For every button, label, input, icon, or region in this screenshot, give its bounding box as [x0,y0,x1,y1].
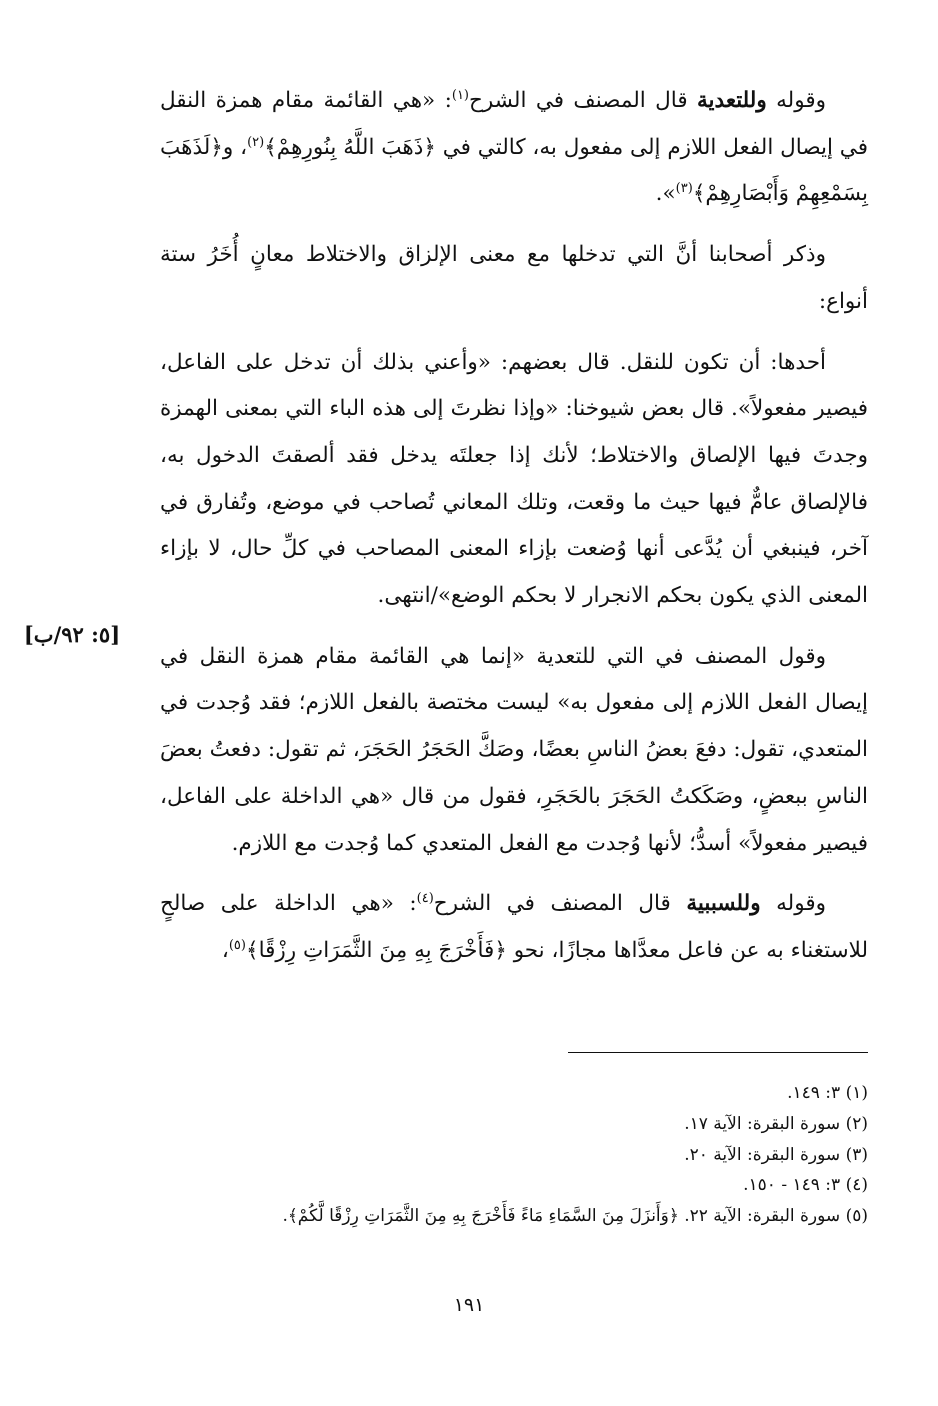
page-number: ١٩١ [453,1294,485,1316]
bold-term: وللتعدية [697,88,767,113]
footnote-5: (٥) سورة البقرة: الآية ٢٢. ﴿وَأَنزَلَ مِنَ السَّمَاءِ مَاءً فَأَخْرَجَ بِهِ مِنَ الثَّمَرَاتِ رِزْقًا لَّكُمْ﴾. [282,1206,868,1227]
footnote-separator [568,1052,868,1053]
paragraph-sababiyya [160,881,868,974]
text-run: قال المصنف في الشرح [469,88,698,113]
paragraph-anwa [160,232,868,325]
footnote-marker: (٤) [416,891,434,907]
footnote-2: (٢) سورة البقرة: الآية ١٧. [684,1113,868,1134]
text-run: ، و﴿لَذَهَبَ بِسَمْعِهِمْ وَأَبْصَارِهِمْ﴾ [160,134,868,207]
footnote-1: (١) ٣: ١٤٩. [787,1083,868,1103]
paragraph-ahaduha [160,340,868,620]
paragraph-qawl-almusannif [160,634,868,868]
text-run: ، [221,937,229,963]
text-run: ». [655,181,676,207]
paragraph-ta3diya [160,78,868,218]
main-text [160,78,868,989]
text-run: وقوله [760,891,826,917]
footnote-4: (٤) ٣: ١٤٩ - ١٥٠. [743,1175,868,1196]
margin-folio-reference: [٥: ٩٢/ب] [23,622,121,647]
footnotes [160,1078,868,1232]
text-run: وذكر أصحابنا أنَّ التي تدخلها مع معنى الإلزاق والاختلاط معانٍ أُخَرُ ستة أنواع: [160,242,868,314]
text-run: أحدها: أن تكون للنقل. قال بعضهم: «وأعني بذلك أن تدخل على الفاعل، فيصير مفعولاً». قال بعض شيوخنا: «وإذا نظرتَ إلى هذه الباء التي بمعنى الهمزة وجدتَ فيها الإلصاق والاختلاط؛ لأنك إذا جعلتَه يدخل فقد ألصقتَ الدخول به، فالإلصاق عامٌّ فيها حيث ما وقعت، وتلك المعاني تُصاحب في موضع، وتُفارق في آخر، فينبغي أن يُدَّعى أنها وُضعت بإزاء المعنى المصاحب في كلِّ حال، لا بإزاء المعنى الذي يكون بحكم الانجرار لا بحكم الوضع»/انتهى. [160,349,868,609]
bold-term: وللسببية [686,891,761,917]
footnote-3: (٣) سورة البقرة: الآية ٢٠. [684,1144,868,1165]
text-run: وقوله [766,88,826,113]
text-run: وقول المصنف في التي للتعدية «إنما هي القائمة مقام همزة النقل في إيصال الفعل اللازم إلى مفعول به» ليست مختصة بالفعل اللازم؛ فقد وُجدت في المتعدي، تقول: دفعَ بعضُ الناسِ بعضًا، وصَكَّ الحَجَرُ الحَجَرَ، ثم تقول: دفعتُ بعضَ الناسِ ببعضٍ، وصَكَكتُ الحَجَرَ بالحَجَرِ، فقول من قال «هي الداخلة على الفاعل، فيصير مفعولاً» أسدُّ؛ لأنها وُجدت مع الفعل المتعدي كما وُجدت مع اللازم. [160,643,868,856]
footnote-marker: (١) [451,87,469,103]
text-run: : «هي القائمة مقام همزة النقل في إيصال الفعل اللازم إلى مفعول به، كالتي في ﴿ذَهَبَ اللَّهُ بِنُورِهِمْ﴾ [160,88,868,160]
text-run: : «هي الداخلة على صالحٍ للاستغناء به عن فاعل معدَّاها مجازًا، نحو ﴿فَأَخْرَجَ بِهِ مِنَ الثَّمَرَاتِ رِزْقًا﴾ [160,891,868,963]
footnote-marker: (٢) [247,134,265,150]
footnote-marker: (٣) [675,181,693,197]
text-run: قال المصنف في الشرح [433,891,687,917]
footnote-marker: (٥) [228,937,246,953]
